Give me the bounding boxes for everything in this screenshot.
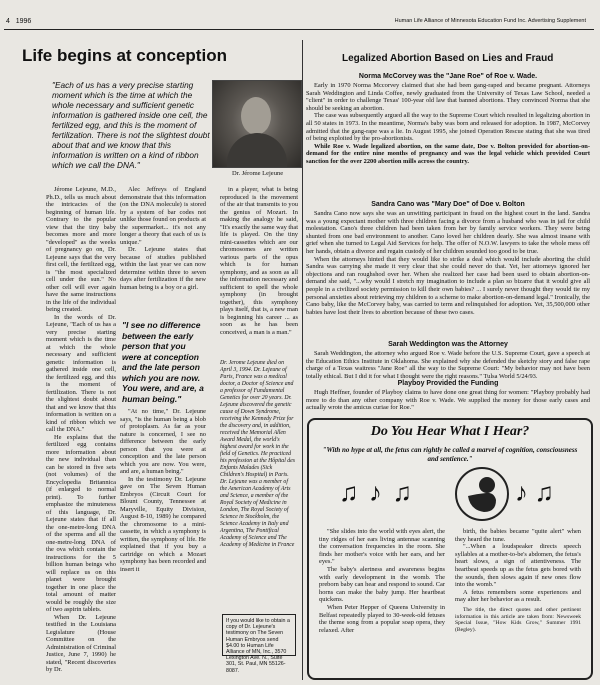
- paragraph: Hugh Heffner, founder of Playboy claims to have done one great thing for women: "Playboy probably had more to do than any other company with Roe v. Wade. We supplied the money for those early cases and actually wrote the amicus curiae for Roe.": [306, 389, 590, 412]
- paragraph: "At no time," Dr. Lejeune says, "is the human being a blob of protoplasm. As far as your nature is concerned, I see no difference between the early person that you were at conception and the late person which you are now. You were, and are, a human being.": [120, 408, 206, 475]
- section-playboy: [306, 389, 590, 412]
- pull-quote: "Each of us has a very precise starting moment which is the time at which the whole necessary and sufficient genetic information is gathered inside one cell, the fertilized egg, and this is the moment of fertilization. There is not the slightest doubt about that and we know that this information is written on a kind of ribbon which we call the DNA.": [52, 80, 210, 170]
- paragraph: When Peter Hepper of Queens University in Belfast repeatedly played to 30-week-old fetuses the theme song from a popular soap opera, they relaxed. After: [319, 603, 445, 634]
- portrait-photo: [212, 80, 302, 168]
- hear-col-1: [319, 528, 445, 634]
- paragraph: Alec Jeffreys of England demonstrate that this information (on the DNA molecule) is stored by a system of bar codes not unlike those found on products at the supermarket... it's not any longer a theory that each of us is unique.": [120, 186, 206, 246]
- page-header: [0, 18, 600, 34]
- paragraph: In the testimony Dr. Lejeune gave on The Seven Human Embryos (Circuit Court for Blount County, Tennessee at Maryville, Equity Division, August 8-10, 1989) he compared the chromosome to a mini-cassette, in which a symphony is written, the symphony of life. He explained that if you buy a cartridge on which a Mozart symphony has been recorded and insert it: [120, 475, 206, 573]
- paragraph: Dr. Lejeune states that because of studies published within the last year we can now determine within three to seven days after fertilization if the new human being is a boy or a girl.: [120, 246, 206, 291]
- order-testimony-box: If you would like to obtain a copy of Dr. Lejeune's testimony on The Seven Human Embryos send $4.00 to Human Life Alliance of MN, Inc., 3570 Lexington Ave. N., Suite 301, St. Paul, MN 55126-8087.: [222, 614, 296, 656]
- section-head-mccorvey: Norma McCorvey was the "Jane Roe" of Roe v. Wade.: [358, 73, 538, 80]
- hear-box-title: Do You Hear What I Hear?: [370, 424, 530, 439]
- author-bio: Dr. Jerome Lejeune died on April 3, 1994. Dr. Lejeune of Paris, France was a medical doctor, a Doctor of Science and a professor of Fundamental Genetics for over 20 years. Dr. Lejeune discovered the genetic cause of Down Syndrome, receiving the Kennedy Prize for the discovery and, in addition, received the Memorial Allen Award Medal, the world's highest award for work in the field of Genetics. He practiced his profession at the Hôpital des Enfants Malades (Sick Children's Hospital) in Paris. Dr. Lejeune was a member of the American Academy of Arts and Science, a member of the Royal Society of Medicine in London, The Royal Society of Science in Stockholm, the Science Academy in Italy and Argentina, The Pontifical Academy of Science and The Academy of Medicine in France: [220, 360, 295, 548]
- paragraph: When the attorneys hinted that they would like to strike a deal which would include aborting the child Sandra was carrying she made it very clear that she could never do that. Yet, her attorneys ignored her objections and ran roughshod over her. When she realized her case had been used to obtain abortion-on-demand she said, "...why would I stretch my imagination to include a plan so bizarre that it would give all people in a civilized society permission to kill their own babies? ... I surely never thought they would tie my personal anxieties about retrieving my children to a scheme to make abortion-on-demand legal." Ironically, the Cano baby, like the McCorvey baby, was carried to term and relinquished for adoption. Yet, 35,500,000 other babies have lost their lives to abortion because of these two cases.: [306, 255, 590, 316]
- paragraph: birth, the babies became "quite alert" when they heard the tune.: [455, 528, 581, 543]
- fetus-icon: [454, 466, 510, 522]
- photo-caption: Dr. Jérome Lejeune: [232, 170, 284, 177]
- paragraph: A fetus remembers some experiences and may alter her behavior as a result.: [455, 588, 581, 604]
- left-column-1: [46, 186, 116, 674]
- hear-box-subtitle: "With no hype at all, the fetus can rightly be called a marvel of cognition, consciousness and sentience.": [322, 446, 578, 463]
- highlight-quote: "I see no difference between the early person that you were at conception and the late person which you are now. You were, and are, a human being.": [122, 320, 204, 404]
- right-article-title: Legalized Abortion Based on Lies and Fraud: [342, 53, 554, 64]
- paragraph: When Dr. Lejeune testified in the Louisiana Legislature (House Committee on the Administration of Criminal Justice, June 7, 1990) he stated, "Recent discoveries by Dr.: [46, 613, 116, 673]
- paragraph: "She slides into the world with eyes alert, the tiny ridges of her ears living antennae scanning the conversation frequencies in the room. She finds her mother's voice with her ears, and her eyes.": [319, 528, 445, 566]
- left-column-3: [220, 186, 298, 336]
- left-column-2: [120, 186, 206, 291]
- header-rule: [4, 29, 594, 30]
- music-notes-icon-right: ♪ ♫: [515, 478, 554, 507]
- paragraph: Early in 1970 Norma Mccorvey claimed that she had been gang-raped and became pregnant. Attorneys Sarah Weddington and Linda Coffee, newly graduated from the University of Texas Law School, needed a "client" in order to challenge Texas' 100-year old law that banned abortions. They convinced Norma that she should be seeking an abortion.: [306, 82, 590, 112]
- section-weddington: [306, 350, 590, 380]
- paragraph: The case was subsequently argued all the way to the Supreme Court which resulted in legalizing abortion in all 50 states in 1973. In the meantime, Norma's baby was born and released for adoption. In 1987, McCorvey admitted that the gang-rape was a lie. In August 1995, she joined Operation Rescue stating that she was tired of being exploited by the pro-abortionists.: [306, 112, 590, 143]
- page-number: 4 1996: [6, 18, 32, 25]
- paragraph: "...When a loudspeaker directs speech syllables at a mother-to-be's abdomen, the fetus's heart slows, a sign of attentiveness. The heartbeat speeds up as the fetus gets bored with the sounds, then slows again if new ones flow into the womb.": [455, 543, 581, 589]
- section-head-cano: Sandra Cano was "Mary Doe" of Doe v. Bolton: [371, 201, 525, 208]
- paragraph: In the words of Dr. Lejeune, "Each of us has a very precise starting moment which is the time at which the whole necessary and sufficient genetic information is gathered inside one cell, the fertilized egg, and this is the moment of fertilization. There is not the slightest doubt about that and we know that this information is written on a kind of ribbon which we call the DNA.": [46, 313, 116, 433]
- section-head-playboy: Playboy Provided the Funding: [397, 380, 499, 387]
- column-divider: [302, 40, 303, 680]
- paragraph: in a player, what is being reproduced is the movement of the air that transmits to you the genius of Mozart. In making the analogy he said, "It's exactly the same way that life is played. On the tiny mini-cassettes which are our chromosomes are written various parts of the opus which is for human symphony, and as soon as all the information necessary and sufficient to spell the whole symphony (in brought together), this symphony plays itself, that is, a new man is beginning his career ... as soon as he has been conceived, a man is a man.": [220, 186, 298, 336]
- source-note: The title, the direct quotes and other pertinent information in this article are taken from: Newsweek Special Issue, "How Kids Grow," Summer 1991 (Begley).: [455, 606, 581, 633]
- portrait-body: [227, 133, 287, 167]
- section-cano: [306, 210, 590, 316]
- section-head-weddington: Sarah Weddington was the Attorney: [388, 341, 508, 348]
- paragraph: While Roe v. Wade legalized abortion, on the same date, Doe v. Bolton provided for abortion-on-demand for the entire nine months of pregnancy and was the legal vehicle which provided Court sanction for the over 2200 abortion mills across the country.: [306, 142, 590, 165]
- paragraph: Sandra Cano now says she was an unwitting participant in fraud on the highest court in the land. Sandra was a young expectant mother with three children facing a divorce from a husband who was in jail for child molestation. Cano's three children had been taken from her by family service workers. They were being shunted from one bad environment to another. Cano loved her children dearly. She was almost insane with grief when she turned to Legal Aid Services for help. The offer of N.O.W. lawyers to take the whole mess off her hands, obtain a divorce and regain custody of her children sounded too good to be true.: [306, 210, 590, 255]
- section-mccorvey: [306, 82, 590, 166]
- left-article-title: Life begins at conception: [22, 46, 227, 65]
- paragraph: Jérome Lejeune, M.D., Ph.D., tells us much about the intricacies of the beginning of human life. Contrary to the popular view that the tiny baby becomes more and more "developed" as the weeks of pregnancy go on, Dr. Lejeune says that the very first cell, the fertilized egg, is "the most specialized cell under the sun." No other cell will ever again have the same instructions in the life of the individual being created.: [46, 186, 116, 313]
- hear-box: [307, 418, 593, 680]
- publisher-line: Human Life Alliance of Minnesota Education Fund Inc. Advertising Supplement: [394, 18, 586, 24]
- portrait-face: [241, 97, 271, 135]
- music-notes-icon: ♫ ♪ ♫: [339, 478, 414, 507]
- left-column-2b: [120, 408, 206, 573]
- paragraph: Sarah Weddington, the attorney who argued Roe v. Wade before the U.S. Supreme Court, gave a speech at the Education Ethics Institute in Oklahoma. She explained why she defended the sketchy story and false rape charge of a Texas waitress "Jane Roe" all the way to the Supreme Court: "My behavior may not have been totally ethical. But I did it for what I thought were the right reasons." Tulsa World 5/24/93.: [306, 350, 590, 380]
- paragraph: The baby's alertness and awareness begins with early development in the womb. The preborn baby can hear and respond to sound. Car horns can make the baby jump. Her heartbeat quickens.: [319, 565, 445, 604]
- hear-col-2: [455, 528, 581, 633]
- paragraph: He explains that the fertilized egg contains more information about the new individual than can be stored in five sets (not volumes) of the Encyclopedia Britannica (if enlarged to normal print). To further emphasize the minuteness of this language, Dr. Lejeune states that if all the one-metre-long DNA of the sperms and all the one-metre-long DNA of the ova which contain the instructions for the 5 billion human beings who will replace us on this planet were brought together in one place the total amount of matter would be roughly the size of two aspirin tablets.: [46, 433, 116, 613]
